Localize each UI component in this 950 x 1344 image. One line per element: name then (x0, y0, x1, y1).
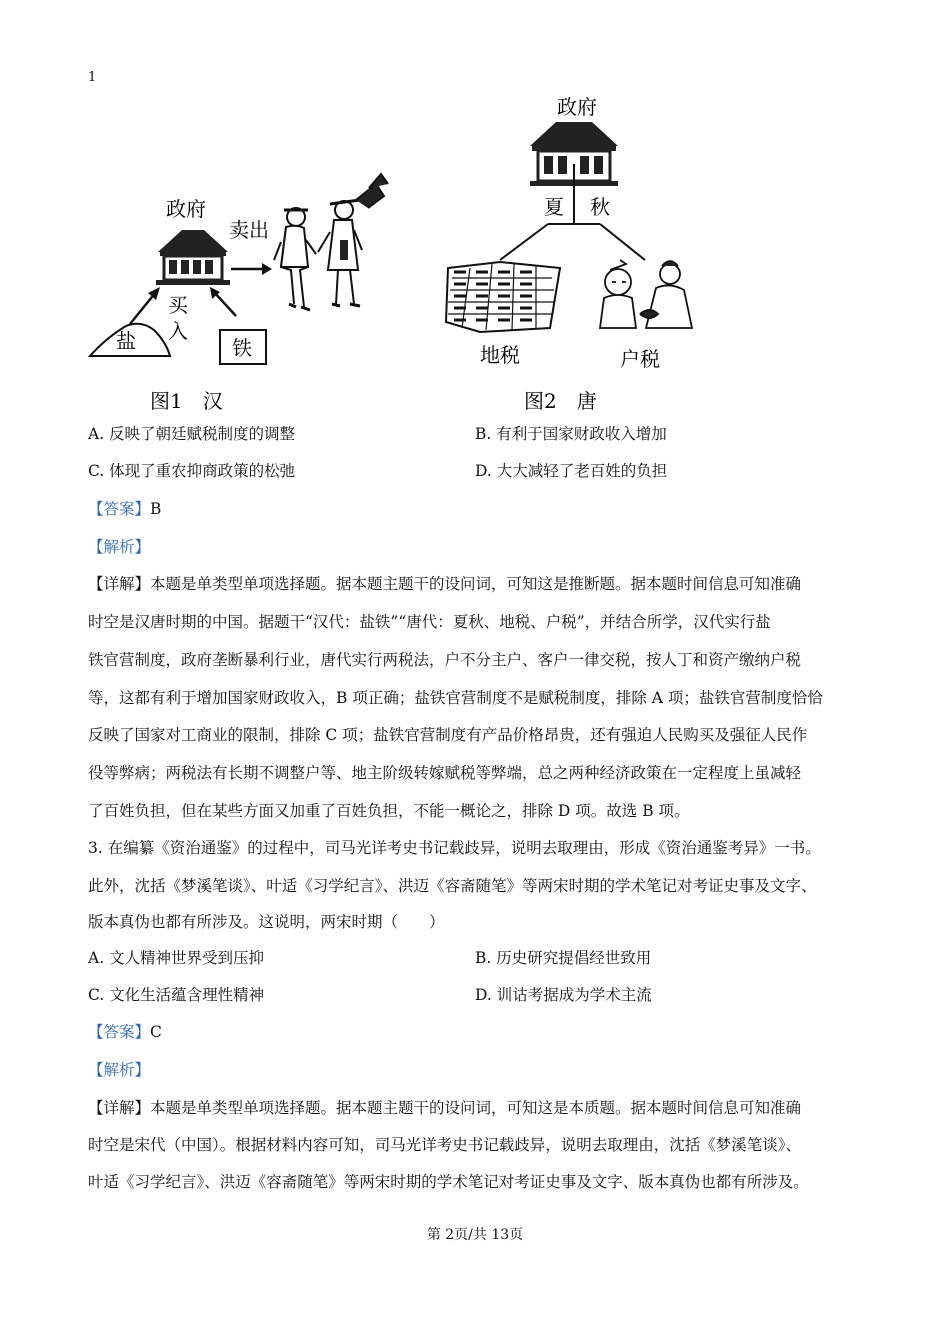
q3-detail-line: 时空是宋代（中国）。根据材料内容可知，司马光详考史书记载歧异，说明去取理由，沈括《梦溪笔谈》、 (88, 1136, 802, 1154)
q2-option-a[interactable]: A. 反映了朝廷赋税制度的调整 (88, 425, 296, 443)
fig1-salt-arrow (130, 292, 156, 324)
q2-answer-tag: 【答案】 (88, 500, 151, 518)
fig2-household-people-icon (600, 260, 692, 328)
q3-option-a[interactable]: A. 文人精神世界受到压抑 (88, 949, 265, 967)
fig1-merchants-icon (274, 174, 388, 310)
q3-detail-tag: 【详解】 (88, 1099, 151, 1117)
q3-detail-line: 叶适《习学纪言》、洪迈《容斋随笔》等两宋时期的学术笔记对考证史事及文字、版本真伪也都有所涉及。 (88, 1173, 809, 1191)
fig1-buy-label-2: 入 (168, 319, 188, 343)
page-footer: 第 2页/共 13页 (426, 1227, 524, 1243)
fig1-sell-arrowhead (262, 263, 272, 275)
fig1-salt-label: 盐 (116, 329, 136, 353)
q2-detail-tag: 【详解】 (88, 575, 151, 593)
figure-tang (440, 92, 710, 422)
q3-option-b[interactable]: B. 历史研究提倡经世致用 (475, 949, 652, 967)
fig2-land-tax-label: 地税 (480, 343, 520, 367)
q2-detail-line (88, 572, 801, 594)
q2-detail-line: 等，这都有利于增加国家财政收入，B 项正确；盐铁官营制度不是赋税制度，排除 A 项；盐铁官营制度恰恰 (88, 689, 823, 707)
q3-option-d[interactable]: D. 训诂考据成为学术主流 (475, 986, 652, 1004)
q3-analysis (88, 1058, 150, 1080)
q3-answer (88, 1020, 162, 1042)
q3-stem-line: 3. 在编纂《资治通鉴》的过程中，司马光详考史书记载歧异，说明去取理由，形成《资治通鉴考异》一书。 (88, 839, 821, 857)
q3-stem-line: 版本真伪也都有所涉及。这说明，两宋时期（ ） (88, 913, 445, 931)
q2-analysis-tag: 【解析】 (88, 538, 151, 556)
q2-detail-line: 役等弊病；两税法有长期不调整户等、地主阶级转嫁赋税等弊端，总之两种经济政策在一定程度上虽减轻 (88, 764, 802, 782)
q2-option-b[interactable]: B. 有利于国家财政收入增加 (475, 425, 667, 443)
q3-answer-value: C (150, 1023, 162, 1041)
fig2-autumn-label: 秋 (590, 195, 610, 219)
figure-tang-illustration (440, 92, 710, 422)
q2-detail-line: 时空是汉唐时期的中国。据题干“汉代：盐铁”“唐代：夏秋、地税、户税”，并结合所学，汉代实行盐 (88, 613, 771, 631)
fig1-caption: 图1 汉 (150, 389, 223, 413)
fig2-branch-right (600, 224, 645, 260)
fig1-gov-label: 政府 (166, 197, 206, 221)
figure-han (86, 92, 406, 422)
q2-detail-line: 反映了国家对工商业的限制，排除 C 项；盐铁官营制度有产品价格昂贵，还有强迫人民购买及强征人民作 (88, 726, 808, 744)
fig2-gov-label: 政府 (557, 95, 597, 119)
q3-detail-text: 本题是单类型单项选择题。据本题主题干的设问词，可知这是本质题。据本题时间信息可知准确 (150, 1099, 802, 1117)
q2-answer (88, 497, 161, 519)
q2-option-c[interactable]: C. 体现了重农抑商政策的松弛 (88, 462, 296, 480)
fig2-branch-left (500, 224, 548, 260)
q2-answer-value: B (150, 500, 162, 518)
fig1-iron-arrow (214, 292, 236, 316)
q3-option-c[interactable]: C. 文化生活蕴含理性精神 (88, 986, 265, 1004)
q2-detail-line: 铁官营制度，政府垄断暴利行业，唐代实行两税法，户不分主户、客户一律交税，按人丁和资产缴纳户税 (88, 651, 802, 669)
fig2-household-tax-label: 户税 (620, 347, 660, 371)
page-marker: 1 (88, 70, 97, 85)
figure-han-illustration (86, 92, 406, 422)
fig2-farmland-icon (446, 262, 560, 332)
q2-detail-line: 了百姓负担，但在某些方面又加重了百姓负担，不能一概论之，排除 D 项。故选 B 项。 (88, 802, 690, 820)
q3-answer-tag: 【答案】 (88, 1023, 151, 1041)
fig1-iron-label: 铁 (232, 336, 252, 360)
fig2-caption: 图2 唐 (524, 389, 597, 413)
fig1-buy-label-1: 买 (168, 293, 188, 317)
fig1-government-building-icon (156, 230, 230, 285)
q3-stem-line: 此外，沈括《梦溪笔谈》、叶适《习学纪言》、洪迈《容斋随笔》等两宋时期的学术笔记对考证史事及文字、 (88, 877, 817, 895)
fig2-summer-label: 夏 (544, 195, 564, 219)
q2-detail-text: 本题是单类型单项选择题。据本题主题干的设问词，可知这是推断题。据本题时间信息可知准确 (150, 575, 802, 593)
q3-detail-line (88, 1096, 801, 1118)
q2-option-d[interactable]: D. 大大减轻了老百姓的负担 (475, 462, 668, 480)
q3-analysis-tag: 【解析】 (88, 1061, 151, 1079)
q2-analysis (88, 535, 150, 557)
fig1-sell-label: 卖出 (229, 218, 269, 242)
